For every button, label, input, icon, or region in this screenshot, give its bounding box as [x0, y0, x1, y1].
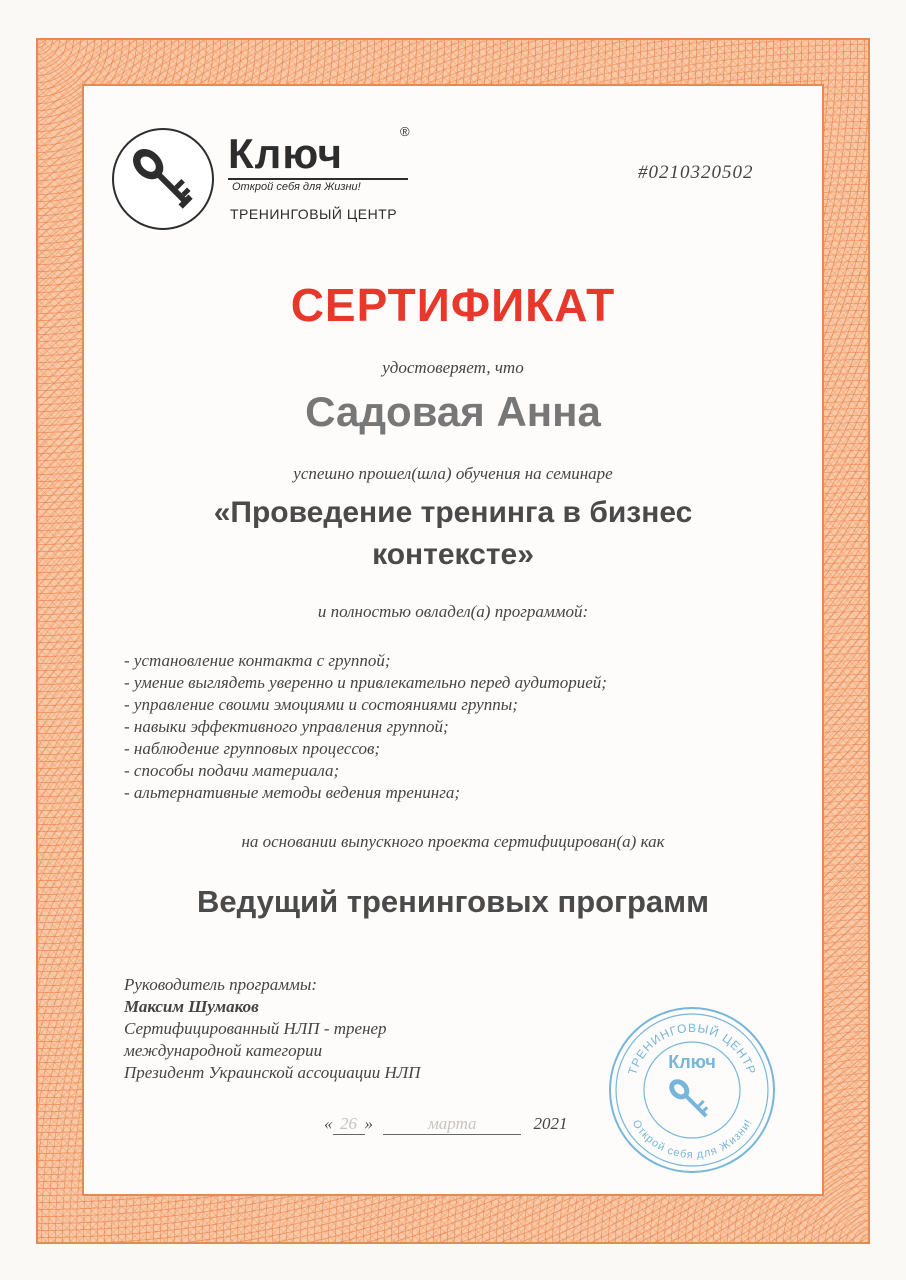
stamp-key-icon [665, 1075, 712, 1122]
list-item: - навыки эффективного управления группой; [124, 717, 449, 736]
certificate-number: #0210320502 [638, 162, 754, 183]
date-year: 2021 [533, 1114, 568, 1133]
list-item: - управление своими эмоциями и состояниями группы; [124, 695, 518, 714]
intro-text: удостоверяет, что [382, 358, 524, 377]
logo-tagline: Открой себя для Жизни! [232, 181, 361, 193]
list-item: - умение выглядеть уверенно и привлекательно перед аудиторией; [124, 673, 607, 692]
logo-name: Ключ [228, 130, 343, 177]
signatory-block [124, 974, 421, 1084]
logo-emblem [112, 128, 214, 230]
key-icon [114, 130, 212, 228]
date-close-quote: » [364, 1114, 373, 1133]
course-title-line1: «Проведение тренинга в бизнес [213, 496, 693, 529]
certified-role: Ведущий тренинговых программ [196, 884, 710, 919]
registered-mark: ® [400, 124, 410, 139]
list-item: - наблюдение групповых процессов; [124, 739, 381, 758]
stamp-bottom-text: Открой себя для Жизни! [629, 1117, 755, 1162]
certificate-title: СЕРТИФИКАТ [290, 279, 616, 331]
list-item: - способы подачи материала; [124, 761, 340, 780]
mastery-text: и полностью овладел(а) программой: [317, 602, 589, 621]
signatory-title-1: Сертифицированный НЛП - тренер [124, 1019, 387, 1038]
signatory-title-3: Президент Украинской ассоциации НЛП [124, 1063, 421, 1082]
date-day: 26 [333, 1114, 365, 1135]
list-item: - установление контакта с группой; [124, 651, 391, 670]
signatory-label: Руководитель программы: [124, 975, 318, 994]
course-title-line2: контексте» [372, 538, 534, 571]
completion-text: успешно прошел(шла) обучения на семинаре [293, 464, 613, 483]
date-open-quote: « [324, 1114, 333, 1133]
stamp-top-text: ТРЕНИНГОВЫЙ ЦЕНТР [625, 1020, 759, 1077]
stamp-center-text: Ключ [668, 1052, 716, 1072]
logo-divider [228, 178, 408, 180]
signatory-name: Максим Шумаков [124, 997, 259, 1016]
signatory-title-2: международной категории [124, 1041, 323, 1060]
skills-list [124, 650, 607, 804]
list-item: - альтернативные методы ведения тренинга; [124, 783, 460, 802]
basis-text: на основании выпускного проекта сертифицирован(а) как [241, 832, 665, 851]
seal-stamp [604, 1002, 780, 1178]
course-title [120, 492, 786, 576]
issue-date [324, 1114, 568, 1135]
date-month: марта [383, 1114, 521, 1135]
svg-text:Открой себя для Жизни! [630, 1118, 755, 1161]
recipient-name: Садовая Анна [305, 388, 601, 435]
logo-subtitle: ТРЕНИНГОВЫЙ ЦЕНТР [230, 206, 398, 222]
